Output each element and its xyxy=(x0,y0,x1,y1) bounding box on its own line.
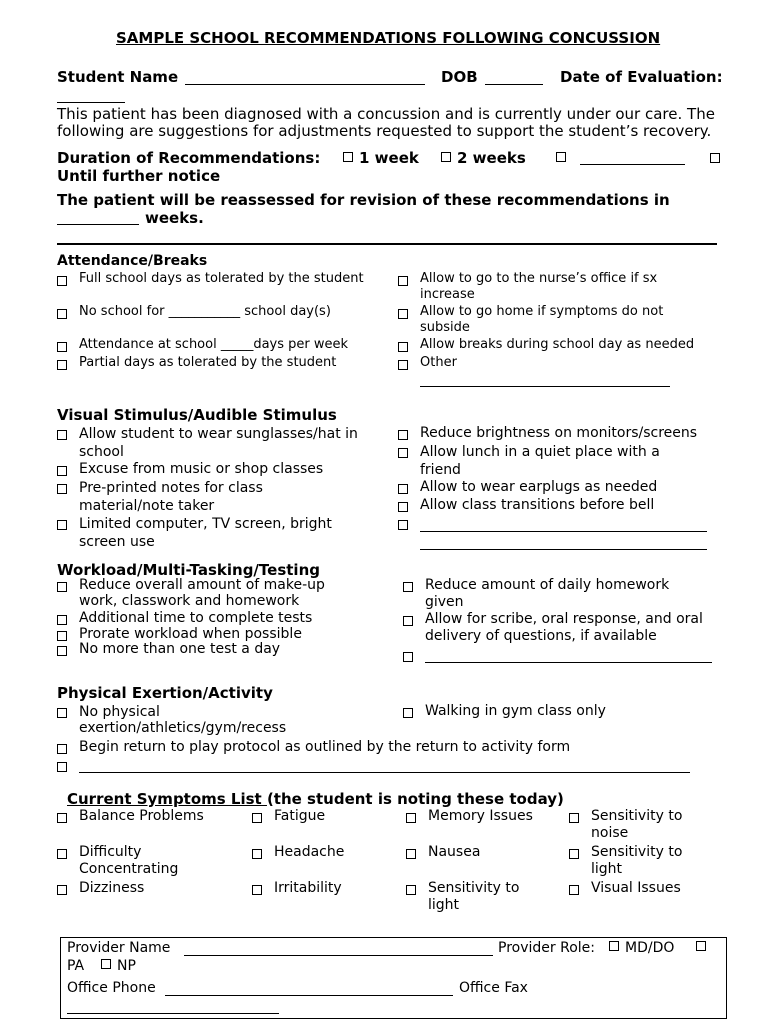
checkbox-icon[interactable] xyxy=(398,276,408,286)
checkbox-icon[interactable] xyxy=(403,708,413,718)
intro-line-2: following are suggestions for adjustments requested to support the student’s recovery. xyxy=(57,122,712,140)
office-fax-label: Office Fax xyxy=(459,980,528,996)
physical-no-exertion[interactable]: No physical xyxy=(57,703,160,721)
office-phone-label: Office Phone xyxy=(67,980,156,996)
checkbox-icon[interactable] xyxy=(57,360,67,370)
checkbox-icon[interactable] xyxy=(710,153,720,163)
physical-heading: Physical Exertion/Activity xyxy=(57,684,273,702)
until-further-notice-label: Until further notice xyxy=(57,167,221,185)
physical-return-to-play[interactable]: Begin return to play protocol as outlined by the return to activity form xyxy=(57,739,570,756)
checkbox-icon[interactable] xyxy=(57,708,67,718)
date-of-evaluation-label: Date of Evaluation: xyxy=(560,68,723,86)
reassess-line-1: The patient will be reassessed for revision of these recommendations in xyxy=(57,191,670,209)
checkbox-icon[interactable] xyxy=(609,941,619,951)
checkbox-icon[interactable] xyxy=(398,360,408,370)
symptom-memory[interactable]: Memory Issues xyxy=(406,808,533,825)
symptom-concentrating[interactable]: Difficulty Concentrating xyxy=(57,844,178,878)
duration-option-custom[interactable] xyxy=(556,149,572,167)
duration-option-until-further-notice[interactable] xyxy=(710,149,726,168)
checkbox-icon[interactable] xyxy=(406,885,416,895)
visual-limited-computer[interactable]: Limited computer, TV screen, bright screen use xyxy=(57,515,332,551)
symptom-balance[interactable]: Balance Problems xyxy=(57,808,204,825)
visual-reduce-brightness[interactable]: Reduce brightness on monitors/screens xyxy=(398,425,697,442)
page-title: SAMPLE SCHOOL RECOMMENDATIONS FOLLOWING CONCUSSION xyxy=(116,29,661,47)
date-of-evaluation-field[interactable] xyxy=(57,102,125,103)
symptom-dizziness[interactable]: Dizziness xyxy=(57,880,144,897)
checkbox-icon[interactable] xyxy=(569,849,579,859)
workload-reduce-makeup[interactable]: Reduce overall amount of make-up work, classwork and homework xyxy=(57,577,325,609)
checkbox-icon[interactable] xyxy=(398,342,408,352)
physical-no-exertion-continued: exertion/athletics/gym/recess xyxy=(79,720,287,736)
attendance-full-days[interactable]: Full school days as tolerated by the student xyxy=(57,271,364,287)
checkbox-icon[interactable] xyxy=(403,652,413,662)
dob-field[interactable] xyxy=(485,84,543,85)
checkbox-icon[interactable] xyxy=(403,616,413,626)
provider-role-label: Provider Role: xyxy=(498,940,595,956)
symptom-fatigue[interactable]: Fatigue xyxy=(252,808,325,825)
checkbox-icon[interactable] xyxy=(57,484,67,494)
checkbox-icon[interactable] xyxy=(57,276,67,286)
visual-quiet-lunch[interactable]: Allow lunch in a quiet place with a friend xyxy=(398,443,660,479)
student-name-field[interactable] xyxy=(185,84,425,85)
symptom-sensitivity-light-2[interactable]: Sensitivity to light xyxy=(569,844,682,878)
symptom-irritability[interactable]: Irritability xyxy=(252,880,342,897)
checkbox-icon[interactable] xyxy=(57,762,67,772)
visual-other-field-2[interactable] xyxy=(420,549,707,550)
attendance-nurse-office[interactable]: Allow to go to the nurse’s office if sx increase xyxy=(398,271,657,303)
provider-role-pa-checkbox[interactable] xyxy=(696,940,712,957)
checkbox-icon[interactable] xyxy=(398,502,408,512)
checkbox-icon[interactable] xyxy=(398,484,408,494)
checkbox-icon[interactable] xyxy=(696,941,706,951)
symptoms-heading: Current Symptoms List (the student is noting these today) xyxy=(67,790,564,808)
attendance-other-field[interactable] xyxy=(420,386,670,387)
symptom-visual-issues[interactable]: Visual Issues xyxy=(569,880,681,897)
visual-preprinted-notes[interactable]: Pre-printed notes for class material/note taker xyxy=(57,479,263,515)
checkbox-icon[interactable] xyxy=(252,885,262,895)
workload-scribe[interactable]: Allow for scribe, oral response, and oral delivery of questions, if available xyxy=(403,611,703,645)
workload-one-test[interactable]: No more than one test a day xyxy=(57,641,280,657)
checkbox-icon[interactable] xyxy=(569,813,579,823)
checkbox-icon[interactable] xyxy=(398,520,408,530)
attendance-partial-days[interactable]: Partial days as tolerated by the student xyxy=(57,355,336,371)
visual-earplugs[interactable]: Allow to wear earplugs as needed xyxy=(398,479,657,496)
workload-reduce-homework[interactable]: Reduce amount of daily homework given xyxy=(403,577,669,611)
visual-other-field-1[interactable] xyxy=(420,531,707,532)
workload-other-field[interactable] xyxy=(425,662,712,663)
workload-additional-time[interactable]: Additional time to complete tests xyxy=(57,610,312,626)
checkbox-icon[interactable] xyxy=(57,520,67,530)
checkbox-icon[interactable] xyxy=(441,152,451,162)
visual-class-transitions[interactable]: Allow class transitions before bell xyxy=(398,497,654,514)
checkbox-icon[interactable] xyxy=(57,582,67,592)
checkbox-icon[interactable] xyxy=(57,744,67,754)
office-phone-field[interactable] xyxy=(165,995,453,996)
provider-name-field[interactable] xyxy=(184,955,493,956)
symptom-headache[interactable]: Headache xyxy=(252,844,344,861)
duration-label: Duration of Recommendations: xyxy=(57,149,321,167)
duration-custom-field[interactable] xyxy=(580,164,685,165)
attendance-breaks[interactable]: Allow breaks during school day as needed xyxy=(398,337,694,353)
workload-prorate[interactable]: Prorate workload when possible xyxy=(57,626,302,642)
reassess-line-2: weeks. xyxy=(145,209,204,227)
visual-sunglasses[interactable]: Allow student to wear sunglasses/hat in school xyxy=(57,425,358,461)
checkbox-icon[interactable] xyxy=(101,959,111,969)
duration-option-1-week[interactable]: 1 week xyxy=(343,149,419,167)
attendance-days-per-week[interactable]: Attendance at school _____days per week xyxy=(57,337,348,353)
checkbox-icon[interactable] xyxy=(406,849,416,859)
checkbox-icon[interactable] xyxy=(57,813,67,823)
checkbox-icon[interactable] xyxy=(57,615,67,625)
intro-line-1: This patient has been diagnosed with a concussion and is currently under our care. The xyxy=(57,105,715,123)
dob-label: DOB xyxy=(441,68,478,86)
duration-option-2-weeks[interactable]: 2 weeks xyxy=(441,149,526,167)
checkbox-icon[interactable] xyxy=(57,885,67,895)
provider-name-label: Provider Name xyxy=(67,940,171,956)
reassess-weeks-field[interactable] xyxy=(57,224,139,225)
section-divider xyxy=(57,243,717,245)
checkbox-icon[interactable] xyxy=(57,631,67,641)
checkbox-icon[interactable] xyxy=(406,813,416,823)
physical-other-field[interactable] xyxy=(79,772,690,773)
provider-role-md-do[interactable]: MD/DO xyxy=(609,940,674,957)
attendance-go-home[interactable]: Allow to go home if symptoms do not subside xyxy=(398,304,663,336)
checkbox-icon[interactable] xyxy=(398,309,408,319)
checkbox-icon[interactable] xyxy=(57,309,67,319)
checkbox-icon[interactable] xyxy=(398,430,408,440)
office-fax-field[interactable] xyxy=(67,1013,279,1014)
attendance-other[interactable]: Other xyxy=(398,355,457,371)
checkbox-icon[interactable] xyxy=(57,342,67,352)
workload-heading: Workload/Multi-Tasking/Testing xyxy=(57,561,320,579)
attendance-heading: Attendance/Breaks xyxy=(57,253,208,269)
checkbox-icon[interactable] xyxy=(343,152,353,162)
attendance-no-school[interactable]: No school for ___________ school day(s) xyxy=(57,304,331,320)
physical-walking[interactable]: Walking in gym class only xyxy=(403,703,606,720)
provider-role-np[interactable]: NP xyxy=(101,958,136,975)
checkbox-icon[interactable] xyxy=(556,152,566,162)
checkbox-icon[interactable] xyxy=(569,885,579,895)
provider-role-pa-label: PA xyxy=(67,958,85,974)
checkbox-icon[interactable] xyxy=(57,849,67,859)
symptom-sensitivity-light-1[interactable]: Sensitivity to light xyxy=(406,880,519,914)
checkbox-icon[interactable] xyxy=(57,466,67,476)
checkbox-icon[interactable] xyxy=(57,646,67,656)
symptom-sensitivity-noise[interactable]: Sensitivity to noise xyxy=(569,808,682,842)
symptom-nausea[interactable]: Nausea xyxy=(406,844,480,861)
visual-excuse-music[interactable]: Excuse from music or shop classes xyxy=(57,461,323,478)
checkbox-icon[interactable] xyxy=(57,430,67,440)
checkbox-icon[interactable] xyxy=(252,849,262,859)
checkbox-icon[interactable] xyxy=(403,582,413,592)
checkbox-icon[interactable] xyxy=(252,813,262,823)
student-name-label: Student Name xyxy=(57,68,179,86)
checkbox-icon[interactable] xyxy=(398,448,408,458)
visual-heading: Visual Stimulus/Audible Stimulus xyxy=(57,406,337,424)
